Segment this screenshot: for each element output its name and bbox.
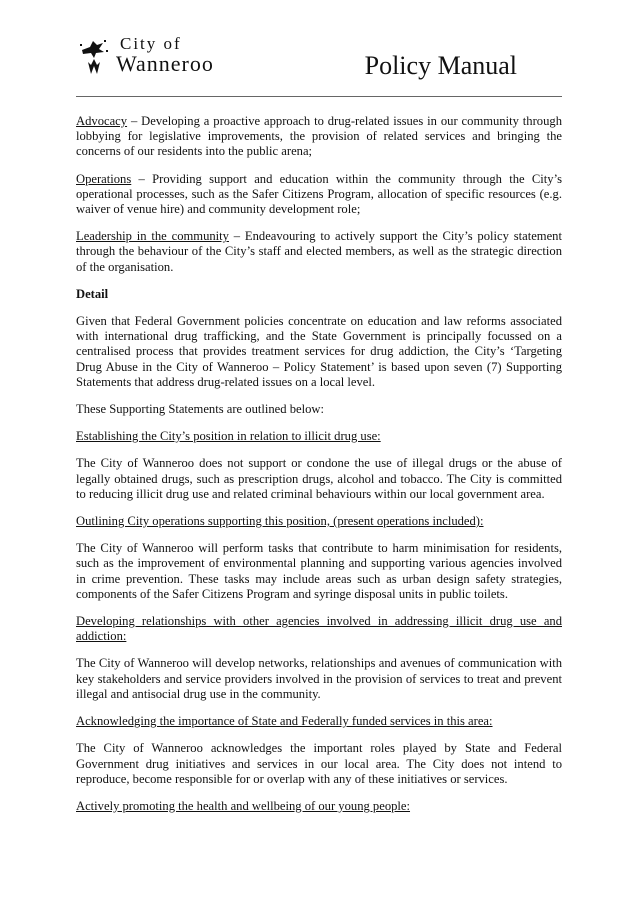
section-heading-position: Establishing the City’s position in relation to illicit drug use: [76, 429, 381, 444]
leadership-text: – Endeavouring to actively support the City’s policy statement through the behaviour of the City’s staff and elected members, as well as the strategic direction of the organisation. [76, 229, 562, 274]
logo-line-wanneroo: Wanneroo [116, 51, 214, 76]
advocacy-paragraph [76, 114, 562, 160]
operations-paragraph [76, 172, 562, 218]
detail-paragraph: Given that Federal Government policies concentrate on education and law reforms associated with international drug trafficking, and the State Government is principally focussed on a centralised process that provides treatment services for drug addiction, the City’s ‘Targeting Drug Abuse in the City of Wanneroo – Policy Statement’ is based upon seven (7) Supporting Statements that address drug-related issues on a local level. [76, 314, 562, 389]
leadership-paragraph [76, 229, 562, 275]
operations-term: Operations [76, 171, 132, 186]
section-text-position: The City of Wanneroo does not support or condone the use of illegal drugs or the abuse of legally obtained drugs, such as prescription drugs, alcohol and tobacco. The City is committed to reducing illicit drug use and related criminal behaviours within our local government area. [76, 456, 562, 501]
operations-text: – Providing support and education within the community through the City’s operational processes, such as the Safer Citizens Program, allocation of specific resources (e.g. waiver of venue hire) and community development role; [76, 171, 562, 217]
section-heading-young-people: Actively promoting the health and wellbeing of our young people: [76, 798, 411, 813]
leadership-term: Leadership in the community [76, 229, 229, 244]
section-heading-operations: Outlining City operations supporting this position, (present operations included): [76, 514, 484, 529]
section-heading-relationships: Developing relationships with other agencies involved in addressing illicit drug use and addiction: [76, 614, 562, 644]
document-title: Policy Manual [364, 51, 517, 80]
outlined-paragraph: These Supporting Statements are outlined below: [76, 402, 324, 417]
advocacy-text: – Developing a proactive approach to drug-related issues in our community through lobbying for legislative improvements, the provision of related services and bringing the concerns of our residents into the public arena; [76, 114, 562, 159]
city-logo [76, 36, 266, 88]
page-header [0, 0, 637, 100]
header-divider [76, 96, 562, 97]
section-text-relationships: The City of Wanneroo will develop networks, relationships and avenues of communication with key stakeholders and service providers involved in the provision of services to treat and prevent illegal and antisocial drug use in the community. [76, 656, 562, 701]
advocacy-term: Advocacy [76, 114, 128, 128]
logo-emblem-icon [76, 36, 116, 84]
section-text-acknowledging: The City of Wanneroo acknowledges the important roles played by State and Federal Government drug initiatives and services in our local area. The City does not intend to reproduce, become responsible for or overlap with any of these initiatives or services. [76, 741, 562, 786]
logo-line-city-of: City of [120, 34, 182, 53]
detail-heading: Detail [76, 286, 109, 301]
section-text-operations: The City of Wanneroo will perform tasks that contribute to harm minimisation for residents, such as the improvement of environmental planning and supporting various agencies involved in crime prevention. These tasks may include areas such as urban design safety strategies, components of the Safer Citizens Program and syringe disposal units in public toilets. [76, 541, 562, 601]
document-body [76, 114, 562, 826]
section-heading-acknowledging: Acknowledging the importance of State and Federally funded services in this area: [76, 714, 493, 729]
